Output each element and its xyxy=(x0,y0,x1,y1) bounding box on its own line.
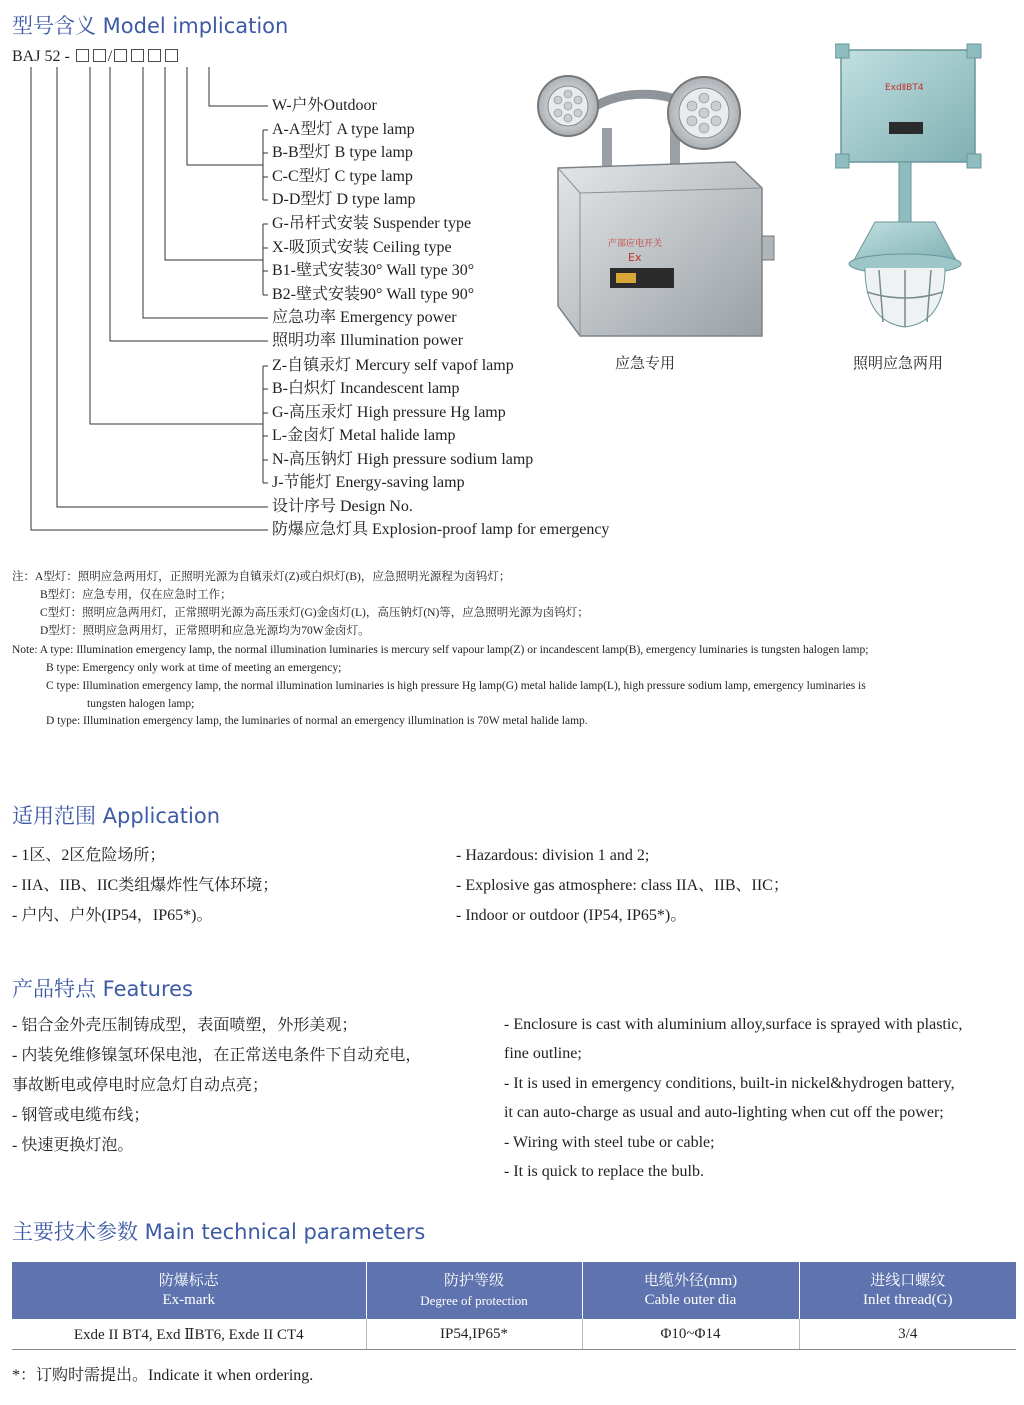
note-line: B型灯：应急专用，仅在应急时工作； xyxy=(40,589,232,601)
params-header-cell xyxy=(582,1262,799,1319)
model-label: B-白炽灯 Incandescent lamp xyxy=(272,380,460,397)
model-label: Z-自镇汞灯 Mercury self vapof lamp xyxy=(272,357,514,374)
note-line: tungsten halogen lamp; xyxy=(87,698,195,710)
features-en-item: - Wiring with steel tube or cable; xyxy=(504,1134,715,1151)
model-label: J-节能灯 Energy-saving lamp xyxy=(272,474,465,491)
features-en-item: fine outline; xyxy=(504,1045,582,1062)
table-row xyxy=(12,1319,1016,1350)
model-code-slash: / xyxy=(107,48,113,65)
params-header-cell xyxy=(366,1262,582,1319)
model-label: W-户外Outdoor xyxy=(272,97,377,114)
application-section-title: 适用范围 Application xyxy=(12,804,221,828)
note-line: C type: Illumination emergency lamp, the normal illumination luminaries is high pressure Hg lamp(G) metal halide lamp(L), high pressure sodium lamp, emergency luminaries is xyxy=(46,680,866,692)
note-line: Note: A type: Illumination emergency lamp, the normal illumination luminaries is mercury self vapour lamp(Z) or incandescent lamp(B), emergency luminaries is tungsten halogen lamp; xyxy=(12,644,869,656)
model-label: 照明功率 Illumination power xyxy=(272,332,464,349)
params-header-cell xyxy=(799,1262,1016,1319)
product-plate-text: ExdⅡBT4 xyxy=(885,83,924,93)
model-label: D-D型灯 D type lamp xyxy=(272,191,416,208)
note-line: D型灯：照明应急两用灯，正常照明和应急光源均为70W金卤灯。 xyxy=(40,625,370,637)
model-label: C-C型灯 C type lamp xyxy=(272,168,413,185)
features-section-title: 产品特点 Features xyxy=(12,977,193,1001)
params-header-cell xyxy=(12,1262,366,1319)
features-cn-item: - 内装免维修镍氢环保电池，在正常送电条件下自动充电， xyxy=(12,1047,422,1064)
application-cn-item: - 户内、户外(IP54，IP65*)。 xyxy=(12,907,213,924)
note-line: B type: Emergency only work at time of meeting an emergency; xyxy=(46,662,342,674)
application-en-item: - Hazardous: division 1 and 2; xyxy=(456,847,650,864)
note-line: D type: Illumination emergency lamp, the luminaries of normal an emergency illumination is 70W metal halide lamp. xyxy=(46,715,588,727)
params-table xyxy=(12,1262,1016,1350)
features-cn-item: 事故断电或停电时应急灯自动点亮； xyxy=(12,1077,269,1094)
model-label: G-吊杆式安装 Suspender type xyxy=(272,215,472,232)
features-en-item: - It is quick to replace the bulb. xyxy=(504,1163,704,1180)
features-en-item: it can auto-charge as usual and auto-lighting when cut off the power; xyxy=(504,1104,944,1121)
model-label: 应急功率 Emergency power xyxy=(272,309,457,326)
model-label: G-高压汞灯 High pressure Hg lamp xyxy=(272,404,506,421)
table-cell: 3/4 xyxy=(799,1319,1016,1350)
params-footnote: *：订购时需提出。Indicate it when ordering. xyxy=(12,1367,314,1384)
params-header-row xyxy=(12,1262,1016,1319)
features-cn-item: - 铝合金外壳压制铸成型，表面喷塑，外形美观； xyxy=(12,1017,358,1034)
application-cn-item: - IIA、IIB、IIC类组爆炸性气体环境； xyxy=(12,877,279,894)
params-section-title: 主要技术参数 Main technical parameters xyxy=(12,1220,426,1244)
header-cn: 防爆标志 xyxy=(158,1272,219,1289)
header-en: Inlet thread(G) xyxy=(862,1291,953,1308)
model-label: B-B型灯 B type lamp xyxy=(272,144,413,161)
header-cn: 电缆外径(mm) xyxy=(643,1272,738,1289)
note-line: 注：A型灯：照明应急两用灯，正照明光源为自镇汞灯(Z)或白炽灯(B)，应急照明光源程为卤钨灯； xyxy=(12,571,511,583)
model-label: 设计序号 Design No. xyxy=(272,498,413,515)
model-label: N-高压钠灯 High pressure sodium lamp xyxy=(272,451,534,468)
product-caption-emergency: 应急专用 xyxy=(615,354,676,372)
features-en-item: - It is used in emergency conditions, built-in nickel&hydrogen battery, xyxy=(504,1075,955,1092)
suspended-lamp-image xyxy=(835,42,985,342)
header-en: Cable outer dia xyxy=(644,1291,737,1308)
application-en-item: - Indoor or outdoor (IP54, IP65*)。 xyxy=(456,907,687,924)
model-label: A-A型灯 A type lamp xyxy=(272,121,415,138)
table-cell: Φ10~Φ14 xyxy=(582,1319,799,1350)
model-label: X-吸顶式安装 Ceiling type xyxy=(272,239,452,256)
product-plate-ex: Ex xyxy=(628,251,642,264)
model-bracket-lines xyxy=(0,0,280,545)
model-label: B2-壁式安装90° Wall type 90° xyxy=(272,286,475,303)
note-line: C型灯：照明应急两用灯，正常照明光源为高压汞灯(G)金卤灯(L)，高压钠灯(N)等，应急照明光源为卤钨灯； xyxy=(40,607,589,619)
features-cn-item: - 快速更换灯泡。 xyxy=(12,1137,134,1154)
header-en: Degree of protection xyxy=(420,1292,528,1308)
application-en-item: - Explosive gas atmosphere: class IIA、IIB、IIC； xyxy=(456,877,789,894)
emergency-light-image xyxy=(530,68,780,343)
table-cell: Exde II BT4, Exd ⅡBT6, Exde II CT4 xyxy=(12,1319,366,1350)
table-cell: IP54,IP65* xyxy=(366,1319,582,1350)
features-en-item: - Enclosure is cast with aluminium alloy,surface is sprayed with plastic, xyxy=(504,1016,963,1033)
model-label: B1-壁式安装30° Wall type 30° xyxy=(272,262,475,279)
model-code-prefix: BAJ 52 - xyxy=(12,48,70,65)
product-plate-text: 产部应电开关 xyxy=(608,239,663,249)
header-cn: 防护等级 xyxy=(443,1272,504,1289)
model-label: L-金卤灯 Metal halide lamp xyxy=(272,427,456,444)
model-section-title: 型号含义 Model implication xyxy=(12,14,289,38)
application-cn-item: - 1区、2区危险场所； xyxy=(12,847,166,864)
product-caption-dual: 照明应急两用 xyxy=(853,354,944,372)
model-label: 防爆应急灯具 Explosion-proof lamp for emergency xyxy=(272,521,610,538)
header-en: Ex-mark xyxy=(162,1291,215,1308)
header-cn: 进线口螺纹 xyxy=(870,1272,946,1289)
features-cn-item: - 钢管或电缆布线； xyxy=(12,1107,150,1124)
bracket-ticks xyxy=(263,130,268,483)
